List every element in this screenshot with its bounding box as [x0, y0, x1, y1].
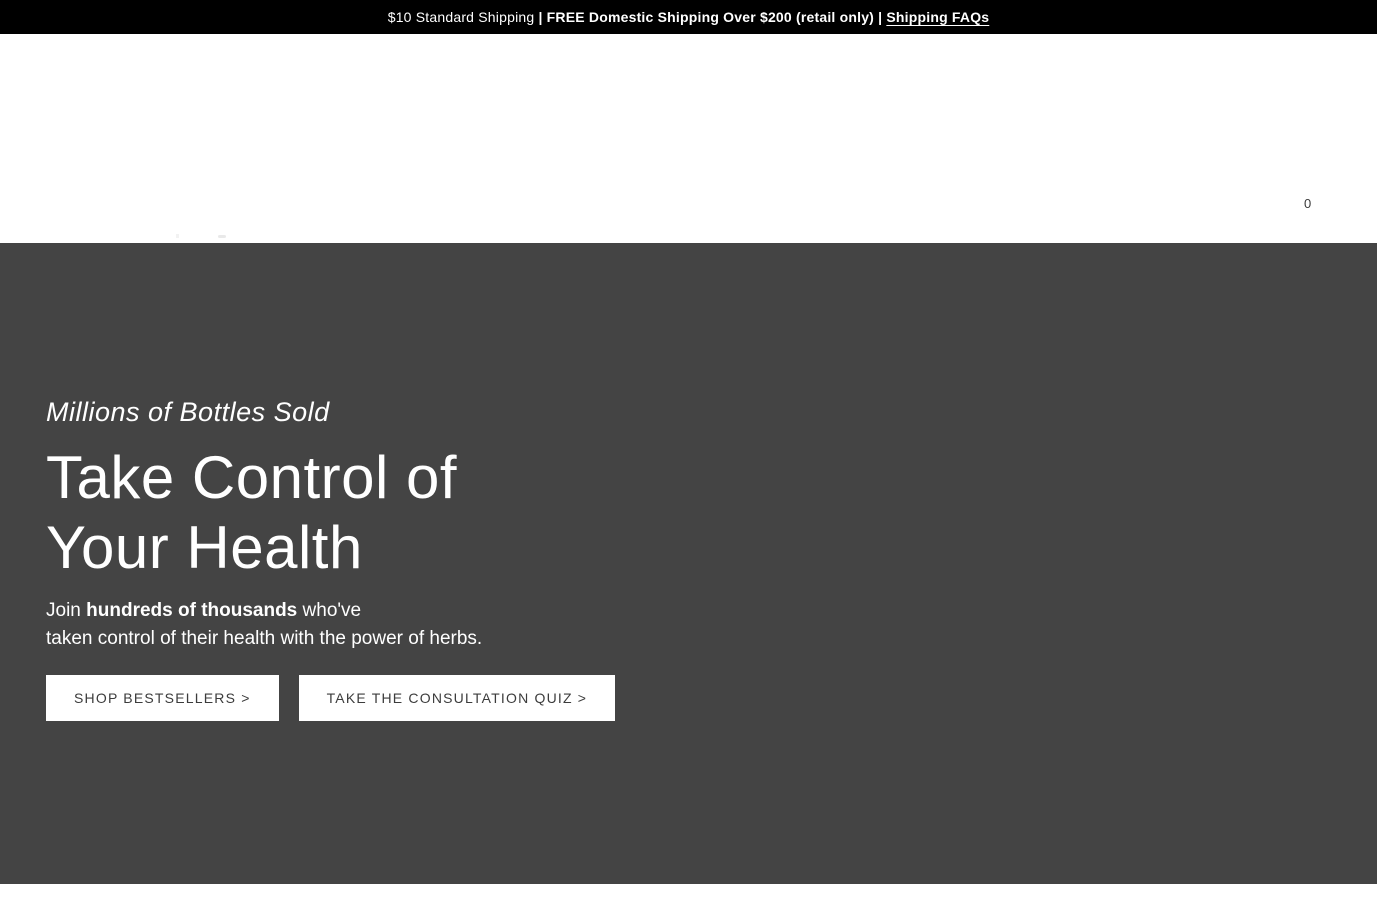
hero-subtext-line2: taken control of their health with the power of herbs. [46, 628, 483, 649]
hero-subtext-prefix: Join [46, 600, 87, 621]
logo-fragment-dash [218, 235, 226, 238]
hero-heading [46, 443, 700, 583]
hero-buttons [46, 675, 700, 721]
shipping-faqs-link[interactable]: Shipping FAQs [886, 9, 990, 25]
hero-eyebrow: Millions of Bottles Sold [46, 397, 330, 427]
hero-heading-line2: Your Health [46, 514, 363, 581]
hero-heading-line1: Take Control of [46, 444, 458, 511]
hero-subtext-bold: hundreds of thousands [86, 600, 298, 621]
hero-section [0, 243, 1377, 884]
announcement-bar [0, 0, 1377, 34]
hero-content [0, 243, 700, 721]
logo-fragment-dot [176, 234, 179, 238]
logo-placeholder [176, 232, 226, 240]
site-header [0, 34, 1377, 243]
hero-subtext-suffix: who've [297, 600, 362, 621]
cart-count[interactable]: 0 [1304, 196, 1312, 211]
footer-strip [0, 884, 1377, 902]
announcement-text-bold: | FREE Domestic Shipping Over $200 (retail only) | [534, 9, 887, 25]
consultation-quiz-button[interactable]: TAKE THE CONSULTATION QUIZ > [299, 675, 616, 721]
announcement-text-regular: $10 Standard Shipping [387, 9, 535, 25]
shop-bestsellers-button[interactable]: SHOP BESTSELLERS > [46, 675, 279, 721]
hero-subtext [46, 597, 700, 653]
scrollbar-track[interactable] [1377, 0, 1389, 902]
